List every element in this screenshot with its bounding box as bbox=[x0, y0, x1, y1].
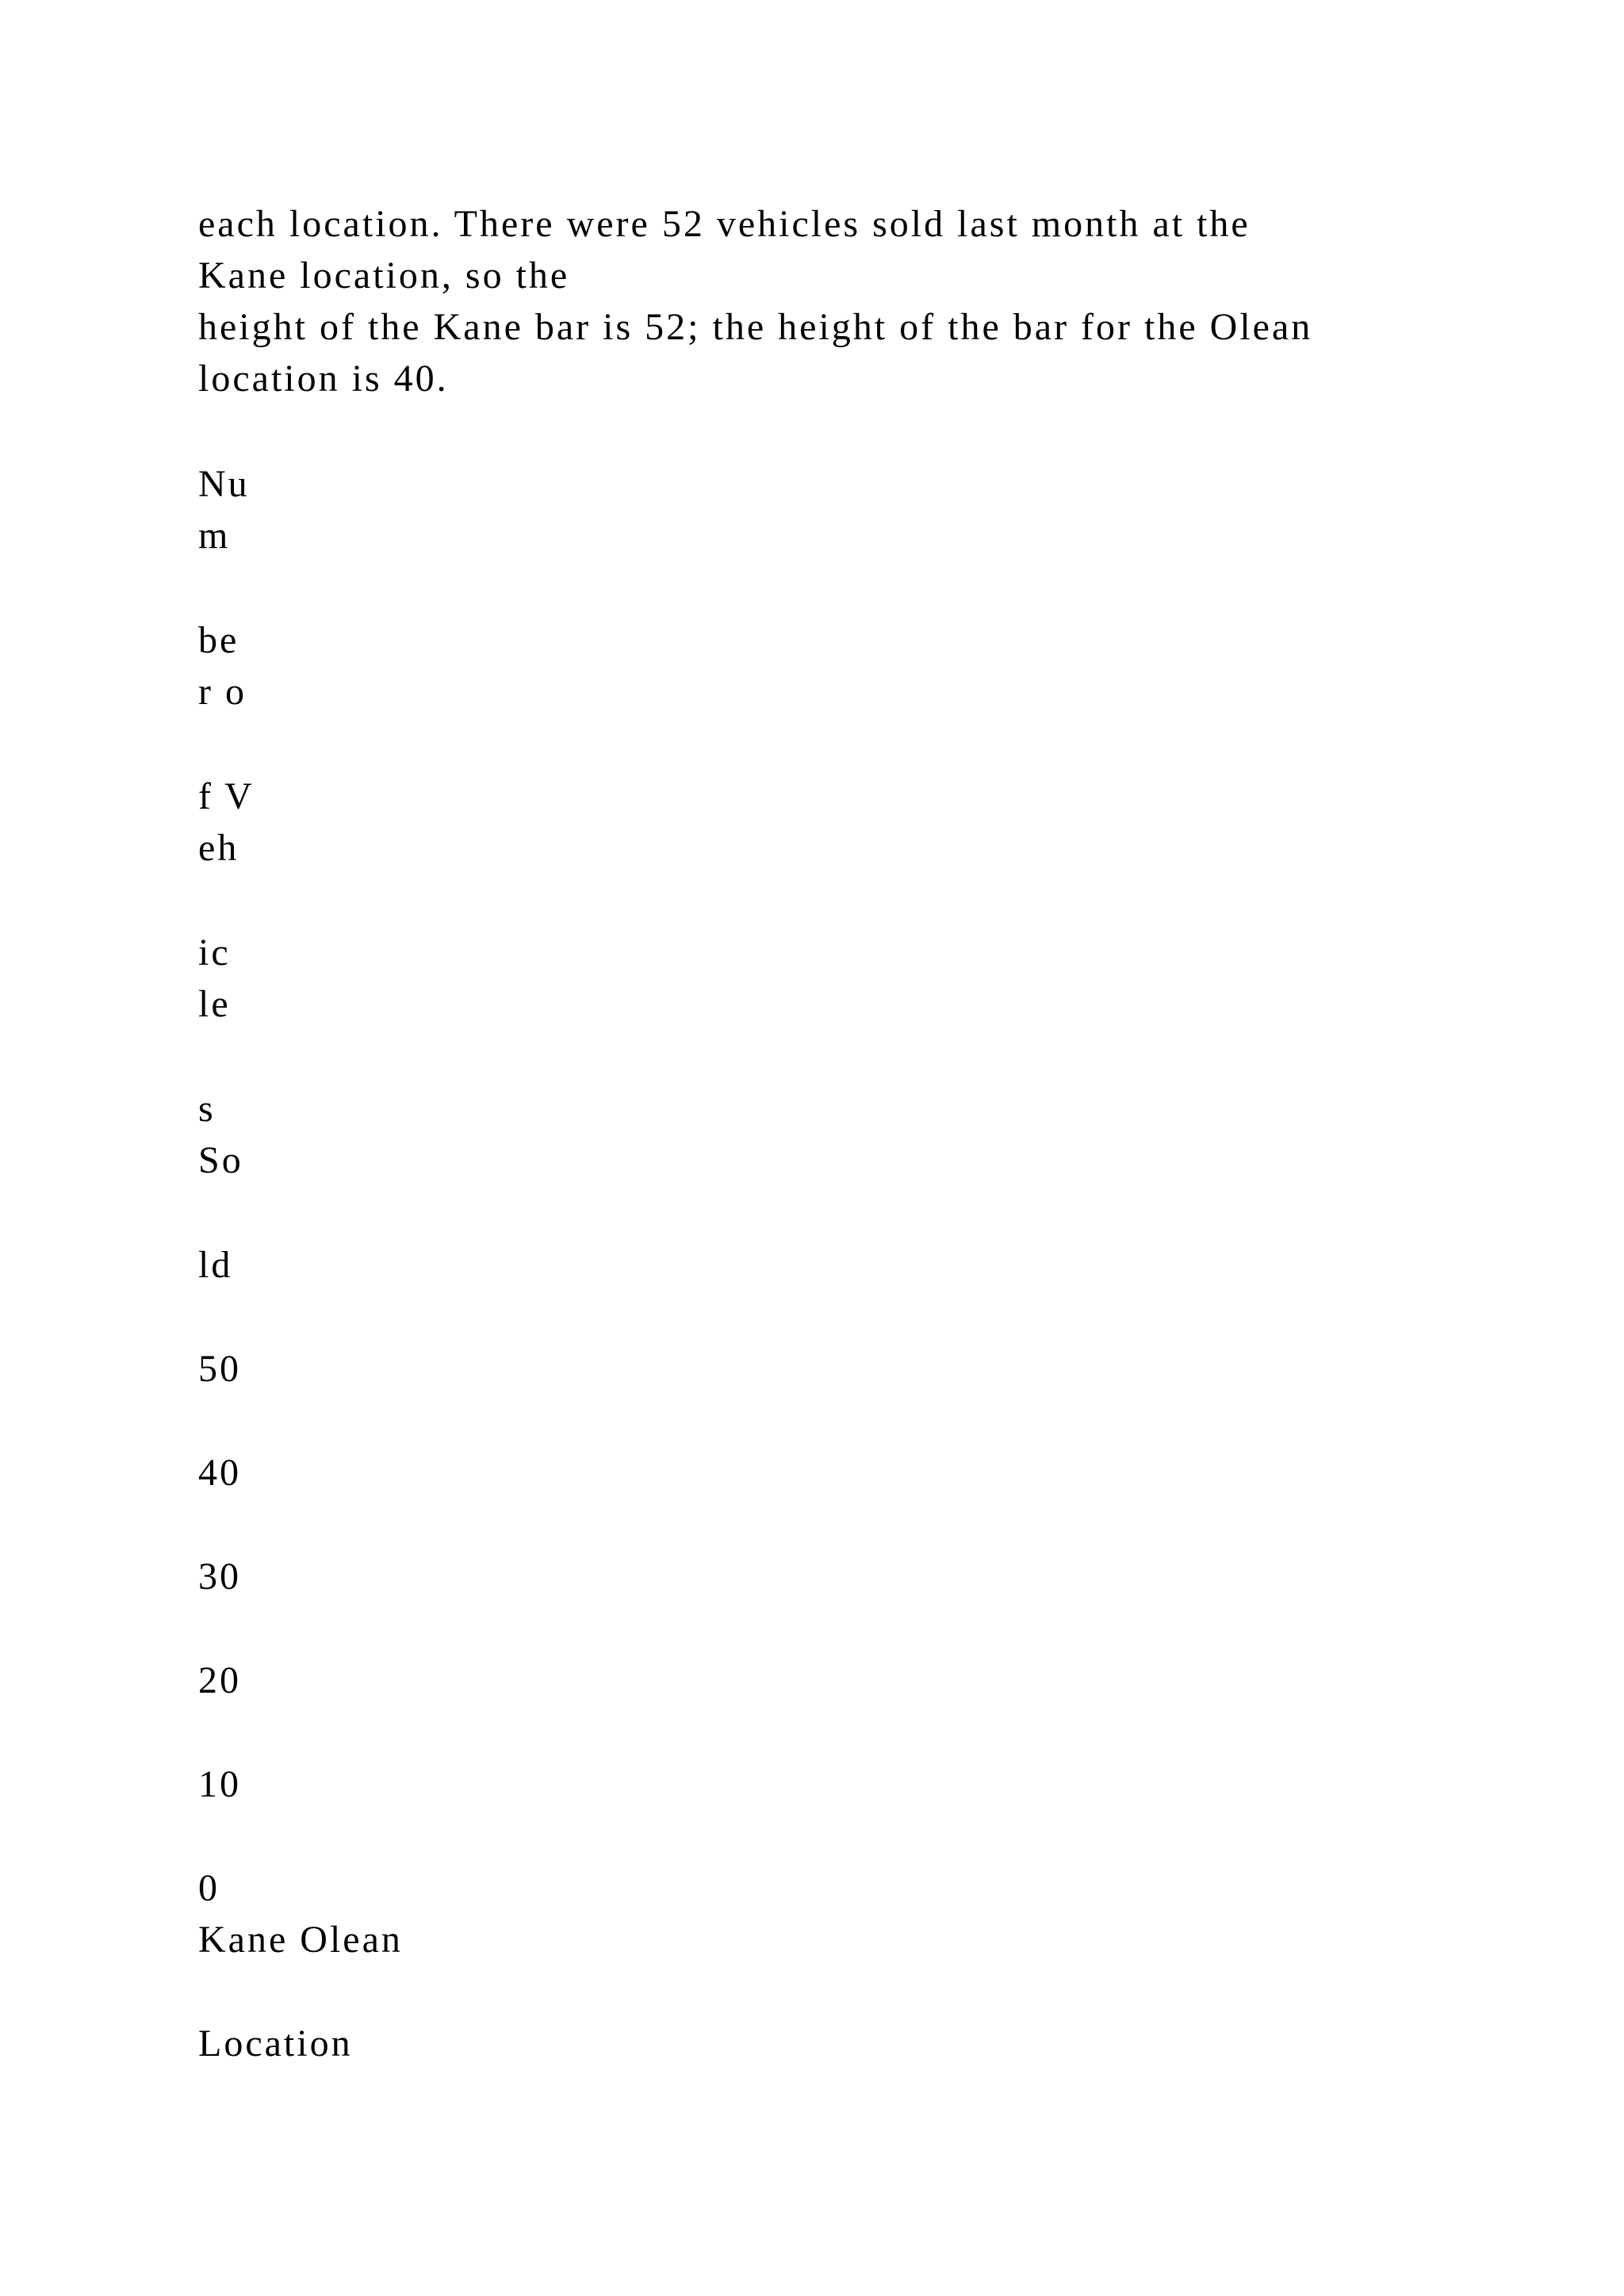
ylabel-fragment: m bbox=[198, 515, 231, 557]
paragraph-line: height of the Kane bar is 52; the height of the bar for the Olean bbox=[198, 306, 1313, 348]
ylabel-fragment: r o bbox=[198, 671, 247, 713]
ylabel-fragment: s bbox=[198, 1088, 216, 1130]
ylabel-fragment: f V bbox=[198, 775, 255, 817]
ylabel-fragment: ic bbox=[198, 932, 231, 974]
paragraph-line: location is 40. bbox=[198, 358, 449, 400]
paragraph-line: each location. There were 52 vehicles sold last month at the bbox=[198, 203, 1251, 245]
ylabel-fragment: eh bbox=[198, 827, 239, 869]
ylabel-fragment: be bbox=[198, 619, 239, 661]
y-tick-label: 40 bbox=[198, 1452, 241, 1494]
y-tick-label: 50 bbox=[198, 1348, 241, 1390]
y-tick-label: 0 bbox=[198, 1867, 220, 1909]
x-category-labels: Kane Olean bbox=[198, 1919, 403, 1961]
paragraph-line: Kane location, so the bbox=[198, 254, 570, 297]
y-tick-label: 30 bbox=[198, 1556, 241, 1598]
ylabel-fragment: So bbox=[198, 1139, 243, 1181]
ylabel-fragment: Nu bbox=[198, 463, 250, 505]
y-tick-label: 20 bbox=[198, 1659, 241, 1701]
y-tick-label: 10 bbox=[198, 1763, 241, 1805]
x-axis-label: Location bbox=[198, 2022, 353, 2064]
ylabel-fragment: le bbox=[198, 983, 231, 1025]
ylabel-fragment: ld bbox=[198, 1244, 233, 1286]
